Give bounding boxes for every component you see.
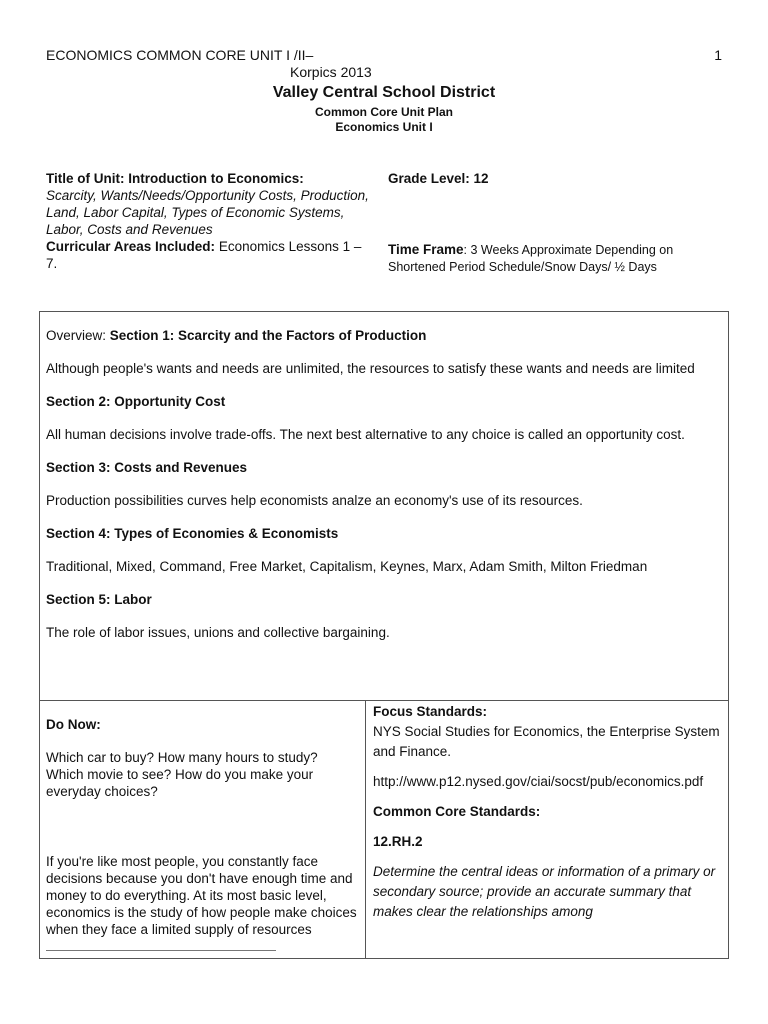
section-3-heading: Section 3: Costs and Revenues: [46, 460, 248, 475]
overview-label: Overview: [46, 328, 103, 343]
table-divider-vertical: [365, 700, 366, 959]
header-line-2: Korpics 2013: [290, 64, 372, 80]
unit-name: Economics Unit I: [335, 120, 433, 134]
time-frame-value: : 3 Weeks Approximate Depending on Shortened Period Schedule/Snow Days/ ½ Days: [388, 243, 674, 274]
grade-level-label: Grade Level: 12: [388, 171, 489, 186]
plan-name: Common Core Unit Plan: [314, 105, 453, 119]
curricular-value: Economics Lessons 1 – 7.: [46, 239, 362, 271]
section-2-heading: Section 2: Opportunity Cost: [46, 394, 226, 409]
fill-in-blank-line: [46, 938, 276, 951]
page-number: 1: [714, 47, 722, 63]
unit-title-block: [46, 170, 376, 272]
standard-code: 12.RH.2: [373, 834, 423, 849]
focus-label: Focus Standards:: [373, 704, 488, 719]
running-header: [46, 47, 372, 81]
focus-text: NYS Social Studies for Economics, the Enterprise System and Finance.: [373, 724, 720, 759]
section-4-heading: Section 4: Types of Economies & Economists: [46, 526, 339, 541]
do-now-paragraph: If you're like most people, you constantly face decisions because you don't have enough time and money to do everything. At its most basic level, economics is the study of how people make choices when they face a limited supply of resources: [46, 854, 357, 937]
table-divider-horizontal: [39, 700, 729, 701]
grade-level: [388, 170, 728, 187]
overview-section: Overview: Section 1: Scarcity and the Factors of Production Although people's wants and needs are unlimited, the resources to satisfy these wants and needs are limited Section 2: Opportunity Cost All human decisions involve trade-offs. The next best alternative to any choice is called an opportunity cost. Section 3: Costs and Revenues Production possibilities curves help economists analze an economy's use of its resources. Section 4: Types of Economies & Economists Traditional, Mixed, Command, Free Market, Capitalism, Keynes, Marx, Adam Smith, Milton Friedman Section 5: Labor The role of labor issues, unions and collective bargaining.: [46, 327, 726, 657]
section-1-text: Although people's wants and needs are unlimited, the resources to satisfy these wants and needs are limited: [46, 361, 695, 376]
time-frame-label: Time Frame: [388, 242, 464, 257]
do-now-paragraph-block: [46, 853, 358, 955]
do-now-cell: [46, 716, 358, 937]
section-2-text: All human decisions involve trade-offs. The next best alternative to any choice is called an opportunity cost.: [46, 427, 685, 442]
focus-standards-cell: [373, 702, 723, 932]
section-1-heading: Section 1: Scarcity and the Factors of Production: [109, 328, 427, 343]
header-line-1: ECONOMICS COMMON CORE UNIT I /II–: [46, 47, 314, 63]
common-core-label: Common Core Standards:: [373, 804, 541, 819]
standard-text: Determine the central ideas or information of a primary or secondary source; provide an accurate summary that makes clear the relationships among: [373, 864, 716, 919]
section-3-text: Production possibilities curves help economists analze an economy's use of its resources.: [46, 493, 583, 508]
district-title: Valley Central School District: [272, 84, 496, 101]
unit-title-label: Title of Unit: Introduction to Economics:: [46, 171, 304, 186]
section-5-heading: Section 5: Labor: [46, 592, 152, 607]
curricular-label: Curricular Areas Included:: [46, 239, 216, 254]
standards-url[interactable]: http://www.p12.nysed.gov/ciai/socst/pub/economics.pdf: [373, 774, 704, 789]
unit-title-description: Scarcity, Wants/Needs/Opportunity Costs, Production, Land, Labor Capital, Types of Economic Systems, Labor, Costs and Revenues: [46, 188, 369, 237]
do-now-label: Do Now:: [46, 717, 101, 732]
plan-subtitle: [0, 105, 768, 135]
do-now-questions: Which car to buy? How many hours to study? Which movie to see? How do you make your everyday choices?: [46, 750, 318, 799]
section-5-text: The role of labor issues, unions and collective bargaining.: [46, 625, 390, 640]
section-4-text: Traditional, Mixed, Command, Free Market, Capitalism, Keynes, Marx, Adam Smith, Milton Friedman: [46, 559, 648, 574]
time-frame: [388, 241, 728, 276]
